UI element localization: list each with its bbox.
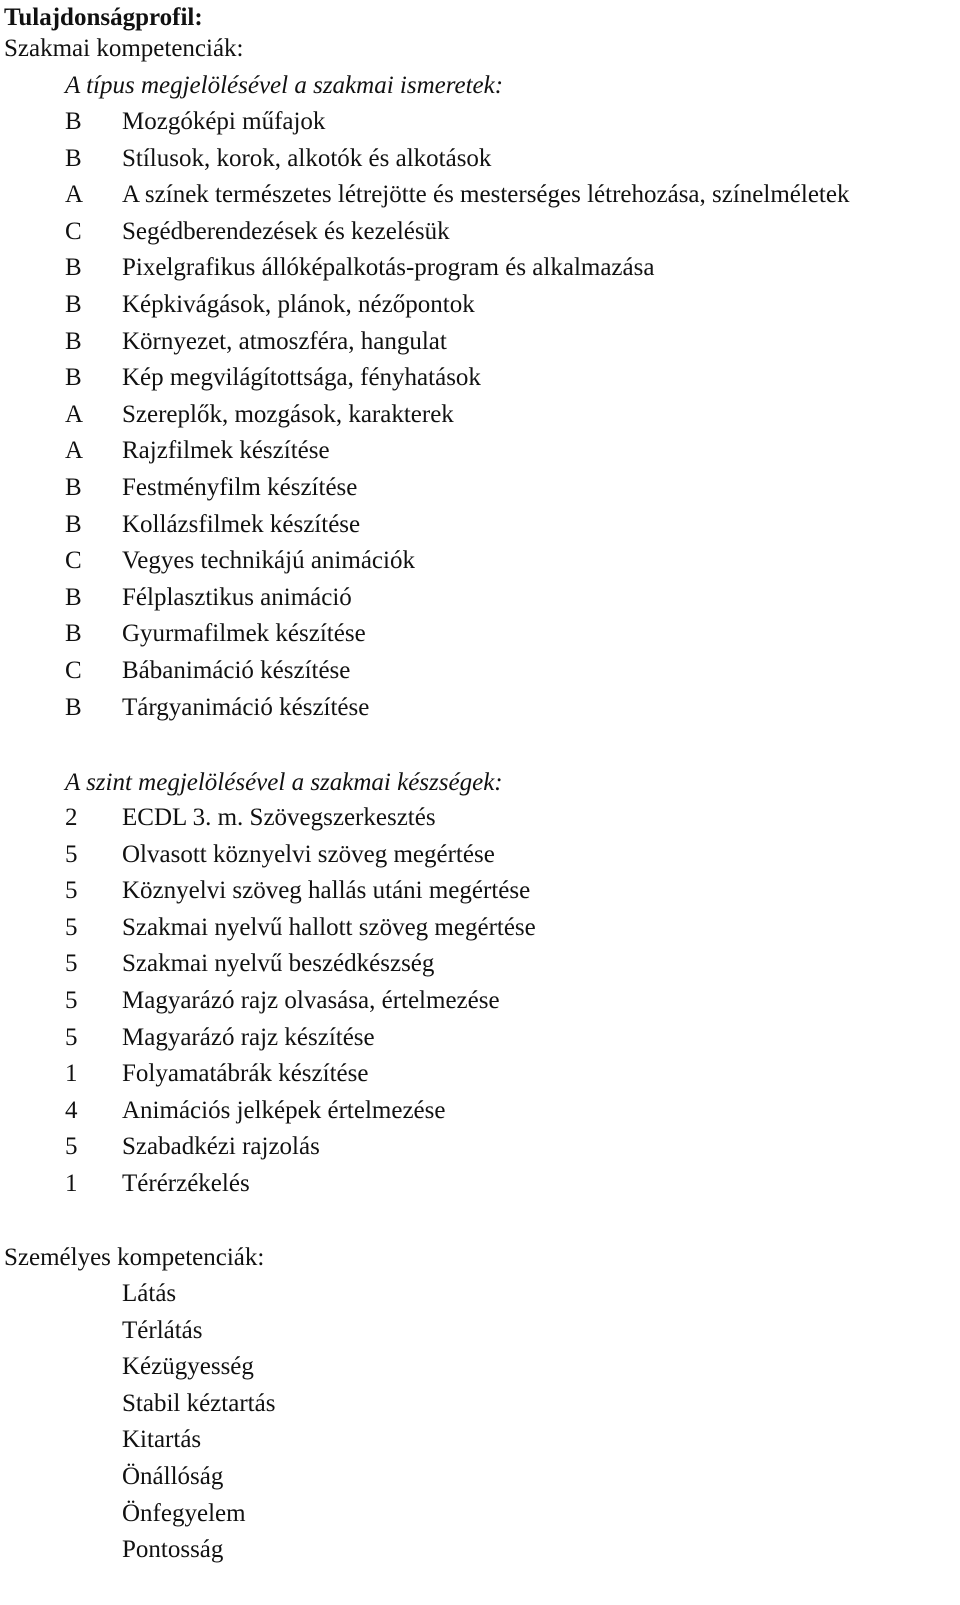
item-text: ECDL 3. m. Szövegszerkesztés — [122, 804, 436, 831]
item-code: C — [65, 217, 82, 245]
item-text: Térérzékelés — [122, 1170, 250, 1197]
item-code: A — [65, 437, 84, 465]
list-item: Kézügyesség — [122, 1353, 254, 1381]
list-item — [0, 690, 960, 726]
item-text: Szereplők, mozgások, karakterek — [122, 400, 454, 428]
document-title: Tulajdonságprofil: — [4, 4, 203, 31]
item-code: 5 — [65, 840, 78, 868]
list-item — [0, 104, 960, 140]
list-item: Pontosság — [122, 1536, 224, 1564]
item-code: B — [65, 108, 82, 135]
list-item — [0, 1020, 960, 1056]
list-item — [0, 800, 960, 836]
knowledge-heading: A típus megjelölésével a szakmai ismeretek: — [65, 72, 504, 99]
item-code: A — [65, 400, 84, 428]
item-code: B — [65, 583, 82, 611]
item-text: Képkivágások, plánok, nézőpontok — [122, 291, 475, 318]
skills-heading: A szint megjelölésével a szakmai készségek: — [65, 769, 503, 796]
item-code: 5 — [65, 877, 78, 905]
item-code: B — [65, 510, 82, 538]
item-code: 2 — [65, 804, 78, 831]
list-item — [0, 1056, 960, 1092]
item-text: Stílusok, korok, alkotók és alkotások — [122, 144, 492, 172]
item-text: Rajzfilmek készítése — [122, 437, 330, 465]
item-text: Szakmai nyelvű hallott szöveg megértése — [122, 913, 536, 941]
list-item — [0, 873, 960, 909]
list-item — [0, 360, 960, 396]
item-code: 5 — [65, 913, 78, 941]
item-code: B — [65, 620, 82, 648]
item-text: Tárgyanimáció készítése — [122, 693, 370, 721]
item-text: Köznyelvi szöveg hallás utáni megértése — [122, 877, 531, 905]
item-text: A színek természetes létrejötte és mesterséges létrehozása, színelméletek — [122, 181, 850, 209]
item-text: Bábanimáció készítése — [122, 657, 351, 684]
list-item — [0, 1129, 960, 1165]
professional-competencies-heading: Szakmai kompetenciák: — [4, 35, 244, 62]
item-code: B — [65, 364, 82, 392]
list-item — [0, 983, 960, 1019]
item-text: Szakmai nyelvű beszédkészség — [122, 950, 435, 978]
item-text: Szabadkézi rajzolás — [122, 1133, 320, 1161]
item-text: Festményfilm készítése — [122, 474, 358, 501]
item-text: Olvasott köznyelvi szöveg megértése — [122, 840, 495, 868]
item-code: C — [65, 547, 82, 575]
list-item — [0, 287, 960, 323]
list-item: Kitartás — [122, 1426, 202, 1454]
list-item — [0, 470, 960, 506]
list-item: Térlátás — [122, 1316, 203, 1344]
list-item — [0, 580, 960, 616]
list-item — [0, 177, 960, 213]
item-code: B — [65, 144, 82, 172]
item-text: Kép megvilágítottsága, fényhatások — [122, 364, 481, 392]
item-code: B — [65, 474, 82, 501]
item-text: Animációs jelképek értelmezése — [122, 1096, 446, 1124]
item-text: Környezet, atmoszféra, hangulat — [122, 327, 447, 355]
item-code: 4 — [65, 1096, 78, 1124]
item-text: Segédberendezések és kezelésük — [122, 217, 450, 245]
item-text: Mozgóképi műfajok — [122, 108, 326, 135]
item-text: Folyamatábrák készítése — [122, 1060, 369, 1088]
list-item — [0, 324, 960, 360]
item-code: B — [65, 693, 82, 721]
list-item — [0, 250, 960, 286]
item-text: Félplasztikus animáció — [122, 583, 352, 611]
item-code: 5 — [65, 950, 78, 978]
item-code: 1 — [65, 1060, 78, 1088]
list-item — [0, 543, 960, 579]
list-item — [0, 616, 960, 652]
item-text: Magyarázó rajz olvasása, értelmezése — [122, 987, 500, 1014]
item-code: 5 — [65, 1023, 78, 1051]
item-text: Gyurmafilmek készítése — [122, 620, 366, 648]
item-text: Magyarázó rajz készítése — [122, 1023, 375, 1051]
item-code: B — [65, 327, 82, 355]
list-item — [0, 141, 960, 177]
list-item: Önfegyelem — [122, 1499, 246, 1527]
list-item — [0, 837, 960, 873]
list-item — [0, 1166, 960, 1202]
list-item — [0, 397, 960, 433]
personal-competencies-heading: Személyes kompetenciák: — [4, 1244, 265, 1271]
item-text: Kollázsfilmek készítése — [122, 510, 361, 538]
list-item — [0, 653, 960, 689]
item-code: B — [65, 291, 82, 318]
list-item: Önállóság — [122, 1463, 224, 1490]
item-text: Pixelgrafikus állóképalkotás-program és alkalmazása — [122, 254, 655, 282]
list-item — [0, 1093, 960, 1129]
item-code: 5 — [65, 987, 78, 1014]
list-item — [0, 910, 960, 946]
item-code: C — [65, 657, 82, 684]
list-item: Stabil kéztartás — [122, 1389, 276, 1417]
item-text: Vegyes technikájú animációk — [122, 547, 415, 575]
list-item — [0, 433, 960, 469]
item-code: 5 — [65, 1133, 78, 1161]
item-code: A — [65, 181, 84, 209]
list-item — [0, 946, 960, 982]
list-item — [0, 214, 960, 250]
item-code: B — [65, 254, 82, 282]
item-code: 1 — [65, 1170, 78, 1197]
list-item — [0, 507, 960, 543]
list-item: Látás — [122, 1280, 177, 1307]
